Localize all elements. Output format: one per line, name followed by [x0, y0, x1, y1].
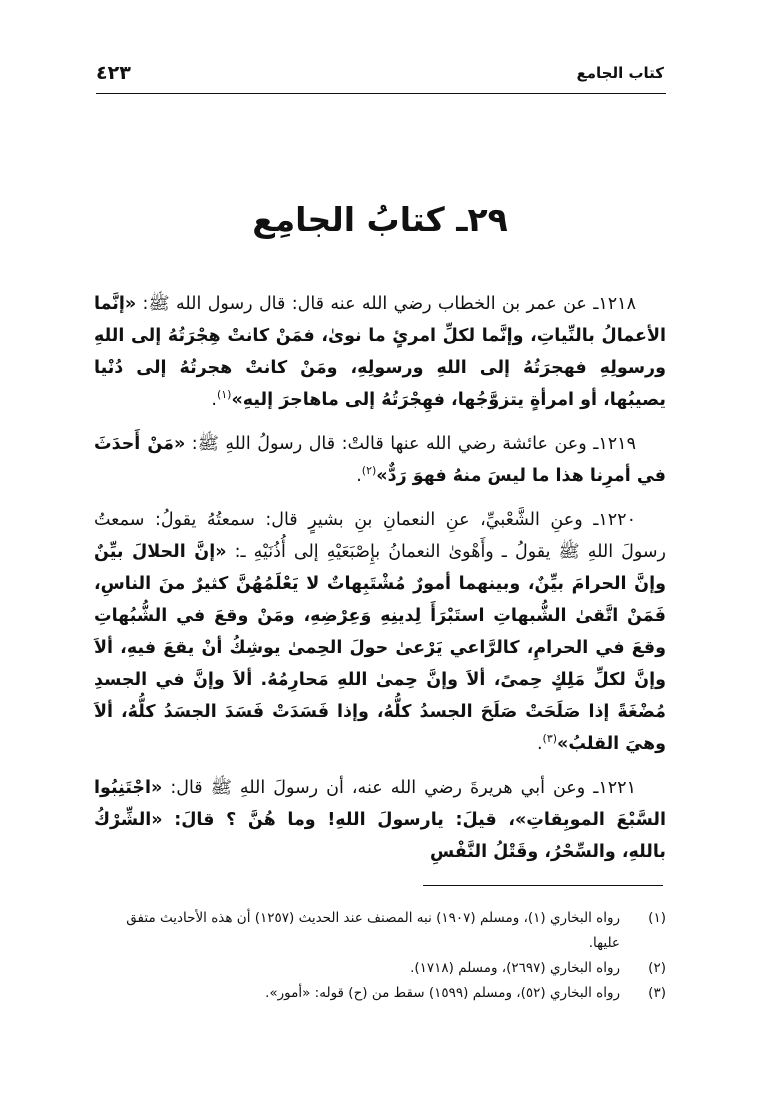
- hadith-number: ١٢٢٠ـ: [593, 510, 636, 530]
- footnote-divider: [423, 885, 663, 886]
- hadith-body: [94, 288, 666, 880]
- chapter-title: ٢٩ـ كتابُ الجامِع: [252, 200, 508, 239]
- footnote-text: رواه البخاري (١)، ومسلم (١٩٠٧) نبه المصنف عند الحديث (١٢٥٧) أن هذه الأحاديث متفق عليها.: [126, 910, 620, 951]
- hadith-intro: وعن أبي هريرةَ رضي الله عنه، أن رسولَ اللهِ ﷺ قال:: [162, 778, 586, 798]
- footnote-number: (٢): [648, 960, 666, 976]
- hadith-text: «مَنْ أَحدَثَ في أمرِنا هذا ما ليسَ منهُ فهوَ رَدٌّ»: [94, 434, 666, 486]
- hadith-paragraph: ١٢١٩ـ وعن عائشة رضي الله عنها قالتْ: قال رسولُ اللهِ ﷺ: «مَنْ أَحدَثَ في أمرِنا هذا ما ليسَ منهُ فهوَ رَدٌّ»$^{(٢)}$.: [94, 434, 666, 486]
- footnote-ref: (٢): [361, 464, 377, 478]
- footnote-text: رواه البخاري (٢٦٩٧)، ومسلم (١٧١٨).: [410, 960, 620, 976]
- header-divider: [96, 93, 666, 94]
- hadith-number: ١٢٢١ـ: [593, 778, 636, 798]
- hadith-paragraph: [94, 772, 666, 868]
- footnote-item: [96, 956, 666, 981]
- footnote-item: [96, 906, 666, 956]
- hadith-number: ١٢١٨ـ: [593, 294, 636, 314]
- footnotes: [96, 906, 666, 1006]
- hadith-number: ١٢١٩ـ: [593, 434, 636, 454]
- hadith-paragraph: ١٢١٨ـ عن عمر بن الخطاب رضي الله عنه قال: قال رسول الله ﷺ: «إنَّما الأعمالُ بالنِّياتِ، وإنَّما لكلِّ امرئٍ ما نوىٰ، فمَنْ كانتْ هِجْرَتُهُ إلى اللهِ ورسولِهِ فهجرَتُهُ إلى اللهِ ورسولِهِ، ومَنْ كانتْ هجرتُهُ إلى دُنْيا يصيبُها، أو امرأةٍ يتزوَّجُها، فهِجْرَتُهُ إلى ماهاجرَ إليهِ»$^{(١)}$.: [94, 294, 666, 410]
- footnote-item: [96, 981, 666, 1006]
- hadith-paragraph: ١٢٢٠ـ وعنِ الشَّعْبيِّ، عنِ النعمانِ بنِ بشيرٍ قال: سمعتُهُ يقولُ: سمعتُ رسولَ اللهِ ﷺ يقولُ ـ وأَهْوىٰ النعمانُ بإِصْبَعَيْهِ إلى أُذُنَيْهِ ـ: «إنَّ الحلالَ بيِّنٌ وإنَّ الحرامَ بيِّنٌ، وبينهما أمورٌ مُشْتَبِهاتٌ لا يَعْلَمُهُنَّ كثيرٌ منَ الناسِ، فَمَنْ اتَّقىٰ الشُّبهاتِ استَبْرَأَ لِدينِهِ وَعِرْضِهِ، ومَنْ وقعَ في الشُّبُهاتِ وقعَ في الحرامِ، كالرَّاعي يَرْعىٰ حولَ الحِمىٰ يوشِكُ أنْ يقعَ فيهِ، ألاَ وإنَّ لكلِّ مَلِكٍ حِمىً، ألاَ وإنَّ حِمىٰ اللهِ مَحارِمُهُ. ألاَ وإنَّ في الجسدِ مُضْغَةً إذا صَلَحَتْ صَلَحَ الجسدُ كلُّهُ، وإذا فَسَدَتْ فَسَدَ الجسَدُ كلُّهُ، ألاَ وهيَ القلبُ»$^{(٣)}$.: [94, 510, 666, 754]
- hadith-text: «إنَّ الحلالَ بيِّنٌ وإنَّ الحرامَ بيِّنٌ، وبينهما أمورٌ مُشْتَبِهاتٌ لا يَعْلَمُهُنَّ كثيرٌ منَ الناسِ، فَمَنْ اتَّقىٰ الشُّبهاتِ استَبْرَأَ لِدينِهِ وَعِرْضِهِ، ومَنْ وقعَ في الشُّبُهاتِ وقعَ في الحرامِ، كالرَّاعي يَرْعىٰ حولَ الحِمىٰ يوشِكُ أنْ يقعَ فيهِ، ألاَ وإنَّ لكلِّ مَلِكٍ حِمىً، ألاَ وإنَّ حِمىٰ اللهِ مَحارِمُهُ. ألاَ وإنَّ في الجسدِ مُضْغَةً إذا صَلَحَتْ صَلَحَ الجسدُ كلُّهُ، وإذا فَسَدَتْ فَسَدَ الجسَدُ كلُّهُ، ألاَ وهيَ القلبُ»: [94, 542, 666, 754]
- hadith-intro: وعن عائشة رضي الله عنها قالتْ: قال رسولُ اللهِ ﷺ:: [185, 434, 587, 454]
- footnote-text: رواه البخاري (٥٢)، ومسلم (١٥٩٩) سقط من (ح) قوله: «أمور».: [265, 985, 620, 1001]
- hadith-text: «إنَّما الأعمالُ بالنِّياتِ، وإنَّما لكلِّ امرئٍ ما نوىٰ، فمَنْ كانتْ هِجْرَتُهُ إلى اللهِ ورسولِهِ فهجرَتُهُ إلى اللهِ ورسولِهِ، ومَنْ كانتْ هجرتُهُ إلى دُنْيا يصيبُها، أو امرأةٍ يتزوَّجُها، فهِجْرَتُهُ إلى ماهاجرَ إليهِ»: [94, 294, 666, 410]
- running-header: [96, 58, 664, 92]
- hadith-text: «اجْتَنِبُوا السَّبْعَ الموبِقاتِ»، قيلَ: يارسولَ اللهِ! وما هُنَّ ؟ قالَ: «الشِّرْكُ باللهِ، والسِّحْرُ، وقَتْلُ النَّفْسِ: [94, 778, 666, 862]
- page-number: ٤٢٣: [96, 62, 131, 84]
- footnote-number: (١): [648, 910, 666, 926]
- footnote-ref: (٣): [542, 732, 558, 746]
- running-header-title: كتاب الجامع: [576, 64, 664, 82]
- footnote-ref: (١): [216, 388, 232, 402]
- footnote-number: (٣): [648, 985, 666, 1001]
- hadith-intro: وعنِ الشَّعْبيِّ، عنِ النعمانِ بنِ بشيرٍ قال: سمعتُهُ يقولُ: سمعتُ رسولَ اللهِ ﷺ يقولُ ـ وأَهْوىٰ النعمانُ بإِصْبَعَيْهِ إلى أُذُنَيْهِ ـ:: [94, 510, 666, 562]
- hadith-intro: عن عمر بن الخطاب رضي الله عنه قال: قال رسول الله ﷺ:: [136, 294, 587, 314]
